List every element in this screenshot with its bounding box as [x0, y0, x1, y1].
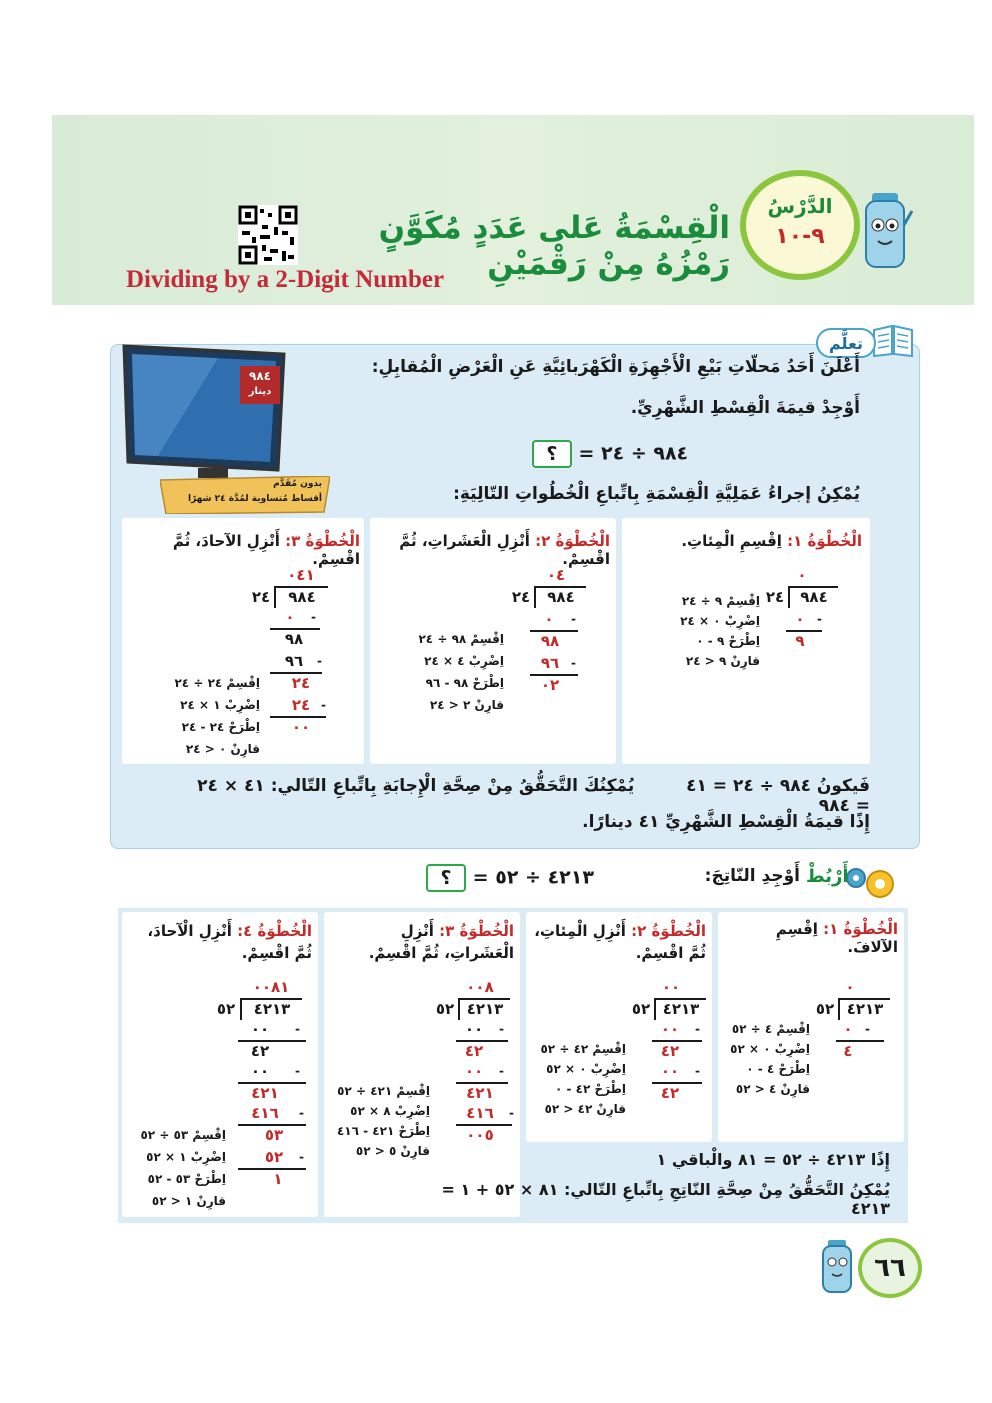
learn-step-3-row-0: ٠: [285, 608, 295, 626]
learn-step-3-title: [126, 532, 360, 568]
learn-conclusion-1b: يُمْكِنُكَ التَّحَقُّقُ مِنْ صِحَّةِ الْإِجابَةِ بِاتِّباعِ التّالي: ٤١ × ٢٤ = ٩٨٤: [197, 776, 870, 816]
connect-step-1-dividend: ٤٢١٣: [846, 1000, 884, 1018]
minus-sign: -: [299, 1106, 304, 1120]
learn-step-1-quotient: ٠: [797, 566, 807, 584]
connect-step-1-note-2: اِطْرَحْ ٤ - ٠: [746, 1062, 810, 1076]
offer-sign-line1: بدون مُقَدَّم: [273, 479, 322, 489]
connect-step-3-dividend: ٤٢١٣: [466, 1000, 504, 1018]
learn-find: أَوْجِدْ قيمَةَ الْقِسْطِ الشَّهْرِيِّ.: [630, 398, 860, 418]
minus-sign: -: [317, 654, 322, 668]
learn-steps-intro: يُمْكِنُ إجراءُ عَمَلِيَّةِ الْقِسْمَةِ بِاتِّباعِ الْخُطُواتِ التّالِيَةِ:: [453, 484, 860, 504]
learn-step-2-note-2: اِطْرَحْ ٩٨ - ٩٦: [425, 676, 504, 690]
connect-step-4-row-0: ٠٠: [250, 1020, 270, 1038]
connect-step-4-note-2: اِطْرَحْ ٥٣ - ٥٢: [147, 1172, 226, 1186]
learn-intro: أَعْلَنَ أَحَدُ مَحلّاتِ بَيْعِ الْأَجْهِزَةِ الْكَهْرَبائِيَّةِ عَنِ الْعَرْضِ الْمُقابِلِ:: [371, 357, 860, 377]
connect-step-1-note-1: اِضْرِبْ ٠ × ٥٢: [730, 1042, 810, 1056]
connect-equation-text: ٤٢١٣ ÷ ٥٢ =: [472, 866, 594, 889]
connect-step-4-title: [128, 920, 312, 964]
learn-step-1-label: الْخُطْوَةُ ١:: [787, 532, 862, 550]
connect-step-2-row-2: ٠٠: [660, 1062, 680, 1080]
learn-step-1-note-1: اِضْرِبْ ٠ × ٢٤: [680, 614, 760, 628]
connect-step-4-quotient: ٠٠٨١: [252, 978, 290, 996]
learn-step-2-title: [374, 532, 610, 568]
connect-label: أَرْبُطْ: [806, 866, 849, 887]
learn-step-3-note-3: قارِنْ ٠ < ٢٤: [185, 742, 260, 756]
connect-step-4-row-4: ٤١٦: [251, 1104, 279, 1122]
minus-sign: -: [311, 610, 316, 624]
lesson-label: الدَّرْسُ: [767, 194, 833, 218]
connect-step-4-row-1: ٤٢: [250, 1042, 270, 1060]
connect-step-3-note-3: قارِنْ ٥ < ٥٢: [355, 1144, 430, 1158]
minus-sign: -: [499, 1022, 504, 1036]
connect-step-4-text: أَنْزِلِ الْآحادَ، ثُمَّ اقْسِمْ.: [147, 922, 312, 962]
learn-conclusion-1a: فَيكونُ ٩٨٤ ÷ ٢٤ = ٤١: [686, 776, 870, 796]
connect-step-3-note-1: اِضْرِبْ ٨ × ٥٢: [350, 1104, 430, 1118]
mascot-icon: [858, 185, 914, 275]
connect-step-3-divisor: ٥٢: [435, 1000, 455, 1018]
learn-equation-text: ٩٨٤ ÷ ٢٤ =: [578, 442, 689, 465]
learn-step-1-title: [630, 532, 862, 550]
learn-step-1-divisor: ٢٤: [765, 588, 785, 606]
connect-step-1-row-0: ٠: [843, 1020, 853, 1038]
learn-step-2-row-2: ٩٦: [540, 654, 560, 672]
connect-step-2-note-2: اِطْرَحْ ٤٢ - ٠: [554, 1082, 626, 1096]
learn-step-3-row-5: ٠٠: [291, 718, 311, 736]
minus-sign: -: [571, 612, 576, 626]
minus-sign: -: [571, 656, 576, 670]
learn-step-2-quotient: ٠٤: [546, 566, 566, 584]
connect-step-3-row-3: ٤٢١: [466, 1084, 494, 1102]
connect-step-2-row-0: ٠٠: [660, 1020, 680, 1038]
connect-step-3-row-5: ٠٠٥: [466, 1126, 494, 1144]
minus-sign: -: [817, 612, 822, 626]
connect-equation: [410, 864, 610, 892]
learn-conclusion-1: [180, 776, 870, 816]
learn-step-3-row-2: ٩٦: [284, 652, 304, 670]
minus-sign: -: [695, 1022, 700, 1036]
minus-sign: -: [695, 1064, 700, 1078]
minus-sign: -: [295, 1064, 300, 1078]
connect-step-4-row-2: ٠٠: [250, 1062, 270, 1080]
connect-step-2-divisor: ٥٢: [631, 1000, 651, 1018]
learn-step-3-note-0: اِقْسِمْ ٢٤ ÷ ٢٤: [174, 676, 260, 690]
learn-step-3-row-3: ٢٤: [291, 674, 311, 692]
connect-step-2-text: أَنْزِلِ الْمِئاتِ، ثُمَّ اقْسِمْ.: [534, 922, 706, 962]
learn-step-1-row-0: ٠: [795, 610, 805, 628]
connect-step-3-row-1: ٤٢: [464, 1042, 484, 1060]
connect-step-3-row-4: ٤١٦: [466, 1104, 494, 1122]
learn-step-2-row-1: ٩٨: [540, 632, 560, 650]
page-number: ٦٦: [858, 1238, 922, 1298]
connect-step-2-note-1: اِضْرِبْ ٠ × ٥٢: [546, 1062, 626, 1076]
learn-step-2-divisor: ٢٤: [511, 588, 531, 606]
learn-step-2-dividend: ٩٨٤: [547, 588, 575, 606]
minus-sign: -: [295, 1022, 300, 1036]
learn-step-3-note-1: اِضْرِبْ ١ × ٢٤: [180, 698, 260, 712]
connect-conclusion-2: يُمْكِنُ التَّحَقُّقُ مِنْ صِحَّةِ النّاتِجِ بِاتِّباعِ التّالي: ٨١ × ٥٢ + ١ = ٤٢١٣: [441, 1180, 890, 1218]
connect-step-2-dividend: ٤٢١٣: [662, 1000, 700, 1018]
connect-step-2-quotient: ٠٠: [661, 978, 681, 996]
learn-step-1-dividend: ٩٨٤: [800, 588, 828, 606]
learn-step-1-text: اِقْسِمِ الْمِئاتِ.: [681, 532, 782, 550]
connect-step-3-row-2: ٠٠: [464, 1062, 484, 1080]
learn-step-3-note-2: اِطْرَحْ ٢٤ - ٢٤: [181, 720, 260, 734]
minus-sign: -: [509, 1106, 514, 1120]
connect-find: أَوْجِدِ النّاتِجَ:: [704, 866, 800, 886]
book-icon: [872, 322, 914, 358]
learn-step-3-divisor: ٢٤: [251, 588, 271, 606]
price-value: ٩٨٤: [249, 369, 271, 383]
connect-step-1-note-3: قارِنْ ٤ < ٥٢: [735, 1082, 810, 1096]
connect-step-4-row-3: ٤٢١: [251, 1084, 279, 1102]
minus-sign: -: [499, 1064, 504, 1078]
price-tag: [240, 366, 280, 404]
learn-step-2-note-1: اِضْرِبْ ٤ × ٢٤: [424, 654, 504, 668]
connect-conclusion-1: إِذًا ٤٢١٣ ÷ ٥٢ = ٨١ والْباقي ١: [656, 1150, 890, 1169]
connect-step-4-row-5: ٥٣: [264, 1126, 284, 1144]
lesson-badge: [740, 170, 860, 280]
connect-answer-box[interactable]: ؟: [426, 864, 466, 892]
learn-step-3-row-1: ٩٨: [284, 630, 304, 648]
offer-sign-line2: أقساط مُتساوية لمُدَّة ٢٤ شهرًا: [187, 494, 322, 504]
connect-step-2-row-1: ٤٢: [660, 1042, 680, 1060]
tv-image: [118, 344, 288, 484]
connect-step-4-note-0: اِقْسِمْ ٥٣ ÷ ٥٢: [140, 1128, 226, 1142]
lesson-number: ٩-١٠: [775, 224, 825, 249]
price-currency: دينار: [248, 386, 272, 397]
learn-step-1-note-0: اِقْسِمْ ٩ ÷ ٢٤: [681, 594, 760, 608]
learn-step-3-quotient: ٠٤١: [287, 566, 315, 584]
connect-step-2-row-3: ٤٢: [660, 1084, 680, 1102]
qr-code-icon[interactable]: [238, 205, 298, 265]
connect-step-2-note-0: اِقْسِمْ ٤٢ ÷ ٥٢: [540, 1042, 626, 1056]
learn-step-1-note-3: قارِنْ ٩ < ٢٤: [685, 654, 760, 668]
learn-conclusion-2: إِذًا قيمَةُ الْقِسْطِ الشَّهْرِيِّ ٤١ دينارًا.: [582, 812, 870, 832]
learn-step-3-label: الْخُطْوَةُ ٣:: [285, 532, 360, 550]
connect-step-2-note-3: قارِنْ ٤٢ < ٥٢: [544, 1102, 626, 1116]
connect-step-3-label: الْخُطْوَةُ ٣:: [439, 922, 514, 940]
connect-step-4-label: الْخُطْوَةُ ٤:: [237, 922, 312, 940]
learn-step-2-row-0: ٠: [544, 610, 554, 628]
connect-step-4-note-3: قارِنْ ١ < ٥٢: [151, 1194, 226, 1208]
connect-step-3-note-0: اِقْسِمْ ٤٢١ ÷ ٥٢: [337, 1084, 430, 1098]
page-title-arabic: الْقِسْمَةُ عَلى عَدَدٍ مُكَوَّنٍ رَمْزُهُ مِنْ رَقْمَيْنِ: [378, 210, 730, 282]
learn-step-2-text: أَنْزِلِ الْعَشَراتِ، ثُمَّ اقْسِمْ.: [399, 532, 610, 568]
connect-step-2-title: [532, 920, 706, 964]
learn-step-2-note-0: اِقْسِمْ ٩٨ ÷ ٢٤: [418, 632, 504, 646]
learn-step-2-row-3: ٠٢: [540, 676, 560, 694]
connect-step-4-row-6: ٥٢: [264, 1148, 284, 1166]
connect-step-2-label: الْخُطْوَةُ ٢:: [631, 922, 706, 940]
learn-step-2-note-3: قارِنْ ٢ < ٢٤: [429, 698, 504, 712]
learn-equation: [520, 440, 700, 468]
page-title-english: Dividing by a 2-Digit Number: [126, 266, 445, 293]
connect-step-4-note-1: اِضْرِبْ ١ × ٥٢: [146, 1150, 226, 1164]
minus-sign: -: [299, 1150, 304, 1164]
connect-step-3-note-2: اِطْرَحْ ٤٢١ - ٤١٦: [336, 1124, 430, 1138]
connect-step-4-dividend: ٤٢١٣: [253, 1000, 291, 1018]
learn-step-2-label: الْخُطْوَةُ ٢:: [535, 532, 610, 550]
learn-step-1-row-1: ٩: [795, 632, 805, 650]
minus-sign: -: [321, 698, 326, 712]
connect-step-3-text: أَنْزِلِ الْعَشَراتِ، ثُمَّ اقْسِمْ.: [368, 922, 514, 962]
learn-step-3-dividend: ٩٨٤: [288, 588, 316, 606]
connect-step-4-row-7: ١: [273, 1170, 283, 1188]
connect-step-1-row-1: ٤: [843, 1042, 853, 1060]
mascot-icon: [818, 1238, 858, 1298]
connect-step-1-quotient: ٠: [845, 978, 855, 996]
learn-step-3-text: أَنْزِلِ الآحادَ، ثُمَّ اقْسِمْ.: [172, 532, 360, 568]
connect-step-1-text: اِقْسِمِ الآلافَ.: [775, 920, 898, 956]
connect-step-3-row-0: ٠٠: [464, 1020, 484, 1038]
learn-step-3-row-4: ٢٤: [291, 696, 311, 714]
connect-step-3-title: [330, 920, 514, 964]
connect-step-1-title: [722, 920, 898, 956]
connect-step-1-divisor: ٥٢: [815, 1000, 835, 1018]
learn-label: تعلَّم: [816, 328, 876, 358]
connect-step-1-label: الْخُطْوَةُ ١:: [823, 920, 898, 938]
connect-step-4-divisor: ٥٢: [216, 1000, 236, 1018]
minus-sign: -: [865, 1022, 870, 1036]
learn-answer-box[interactable]: ؟: [532, 440, 572, 468]
learn-step-1-note-2: اِطْرَحْ ٩ - ٠: [696, 634, 760, 648]
connect-step-1-note-0: اِقْسِمْ ٤ ÷ ٥٢: [731, 1022, 810, 1036]
connect-step-3-quotient: ٠٠٨: [466, 978, 494, 996]
